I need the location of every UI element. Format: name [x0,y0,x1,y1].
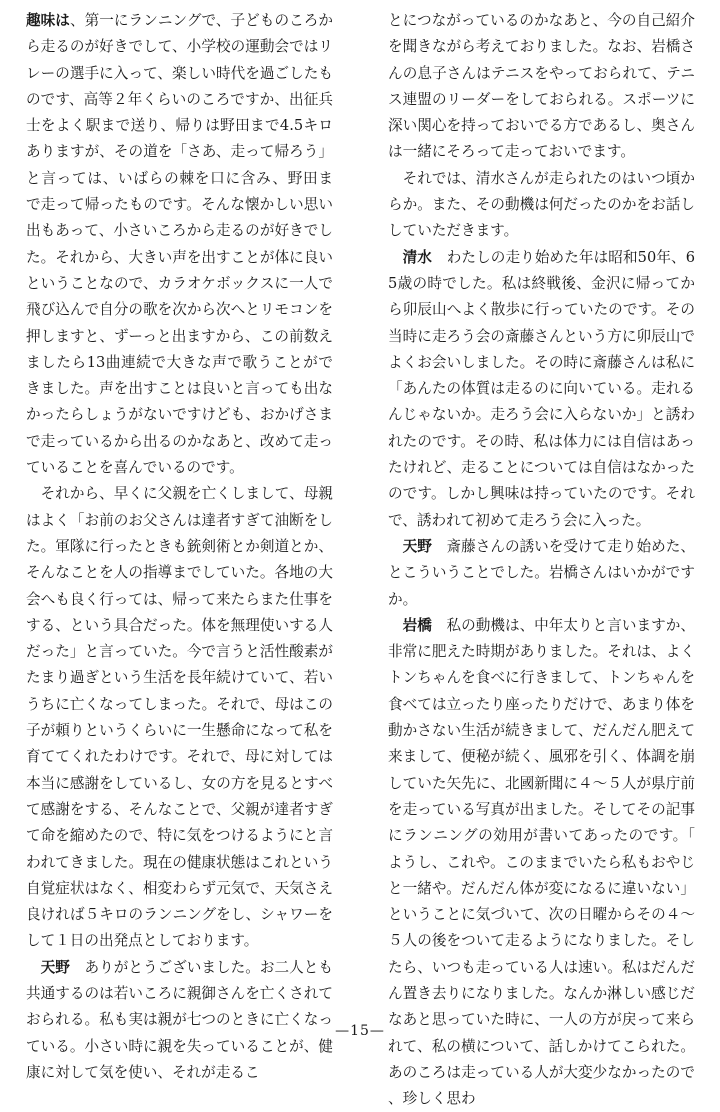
speech-text: 斎藤さんの誘いを受けて走り始めた、とこういうことでした。岩橋さんはいかがですか。 [388,537,695,608]
left-paragraph-1-text: 、第一にランニングで、子どものころから走るのが好きでして、小学校の運動会ではリレーの選手に入って、楽しい時代を過ごしたものです、高等２年くらいのころですか、出征兵士をよく駅まで送り、帰りは野田まで4.5キロありますが、その道を「さあ、走って帰ろう」と言っては、いばらの棘を口に含み、野田まで走って帰ったものです。そんな懐かしい思い出もあって、小さいころから走るのが好きでした。それから、大きい声を出すことが体に良いということなので、カラオケボックスに一人で飛び込んで自分の歌を次から次へとリモコンを押しますと、ずーっと出ますから、この前数えましたら13曲連続で大きな声で歌うことができました。声を出すことは良いと言っても出なかったらしょうがないですけども、おかげさまで走っているから出るのかなあと、改めて走っていることを喜んでいるのです。 [26,12,333,477]
right-paragraph-4 [388,534,695,613]
speech-text: わたしの走り始めた年は昭和50年、65歳の時でした。私は終戦後、金沢に帰ってから卯辰山へよく散歩に行っていたのです。その当時に走ろう会の斎藤さんという方に卯辰山でよくお会いしました。その時に斎藤さんは私に「あんたの体質は走るのに向いている。走れるんじゃないか。走ろう会に入らないか」と誘われたのです。その時、私は体力には自信はあったけれど、走ることについては自信はなかったのです。しかし興味は持っていたのです。それで、誘われて初めて走ろう会に入った。 [388,248,695,529]
left-paragraph-3 [26,955,333,1086]
topic-heading: 趣味は [26,12,70,29]
speaker-name: 天野 [402,537,432,555]
left-paragraph-2: それから、早くに父親を亡くしまして、母親はよく「お前のお父さんは達者すぎて油断をした。軍隊に行ったときも銃剣術とか剣道とか、そんなことを人の指導までしていた。各地の大会へも良く行っては、帰って来たらまた仕事をする、という具合だった。体を無理使いする人だった」と言っていた。今で言うと活性酸素がたまり過ぎという生活を長年続けていて、若いうちに亡くなってしまった。それで、母はこの子が頼りというくらいに一生懸命になって私を育ててくれたわけです。それで、母に対しては本当に感謝をしているし、女の方を見るとすべて感謝をする、そんなことで、父親が達者すぎて命を縮めたので、特に気をつけるようにと言われてきました。現在の健康状態はこれという自覚症状はなく、相変わらず元気で、天気さえ良ければ５キロのランニングをし、シャワーをして１日の出発点としております。 [26,485,333,950]
left-paragraph-1 [26,8,333,481]
page-number: —15— [335,1023,385,1039]
speaker-name: 天野 [40,958,70,976]
right-paragraph-1: とにつながっているのかなあと、今の自己紹介を聞きながら考えておりました。なお、岩橋さんの息子さんはテニスをやっておられて、テニス連盟のリーダーをしておられる。スポーツに深い関心を持っておいでる方であるし、奥さんは一緒にそろって走っておいでます。 [388,12,695,161]
speaker-name: 岩橋 [402,616,432,634]
right-paragraph-3 [388,245,695,534]
speaker-name: 清水 [402,248,432,266]
left-column [26,8,333,1086]
speech-text: 私の動機は、中年太りと言いますか、非常に肥えた時期がありました。それは、よくトンちゃんを食べに行きまして、トンちゃんを食べては立ったり座ったりだけで、あまり体を動かさない生活が続きまして、だんだん肥えて来まして、便秘が続く、風邪を引く、体調を崩していた矢先に、北國新聞に４～５人が県庁前を走っている写真が出ました。そしてその記事にランニングの効用が書いてあったのです。「ようし、これや。このままでいたら私もおやじと一緒や。だんだん体が変になるに違いない」ということに気づいて、次の日曜からその４～５人の後をついて走るようになりました。そしたら、いつも走っている人は速い。私はだんだん置き去りになりました。なんか淋しい感じだなあと思っていた時に、一人の方が戻って来られて、私の横について、話しかけてこられた。あのころは走っている人が大変少なかったので、珍しく思わ [388,616,695,1108]
right-column [388,8,695,1112]
speech-text: ありがとうございました。お二人とも共通するのは若いころに親御さんを亡くされておられる。私も実は親が七つのときに亡くなっている。小さい時に親を失っていることが、健康に対して気を使い、それが走るこ [26,958,333,1081]
right-paragraph-2: それでは、清水さんが走られたのはいつ頃からか。また、その動機は何だったのかをお話ししていただきます。 [388,169,695,240]
